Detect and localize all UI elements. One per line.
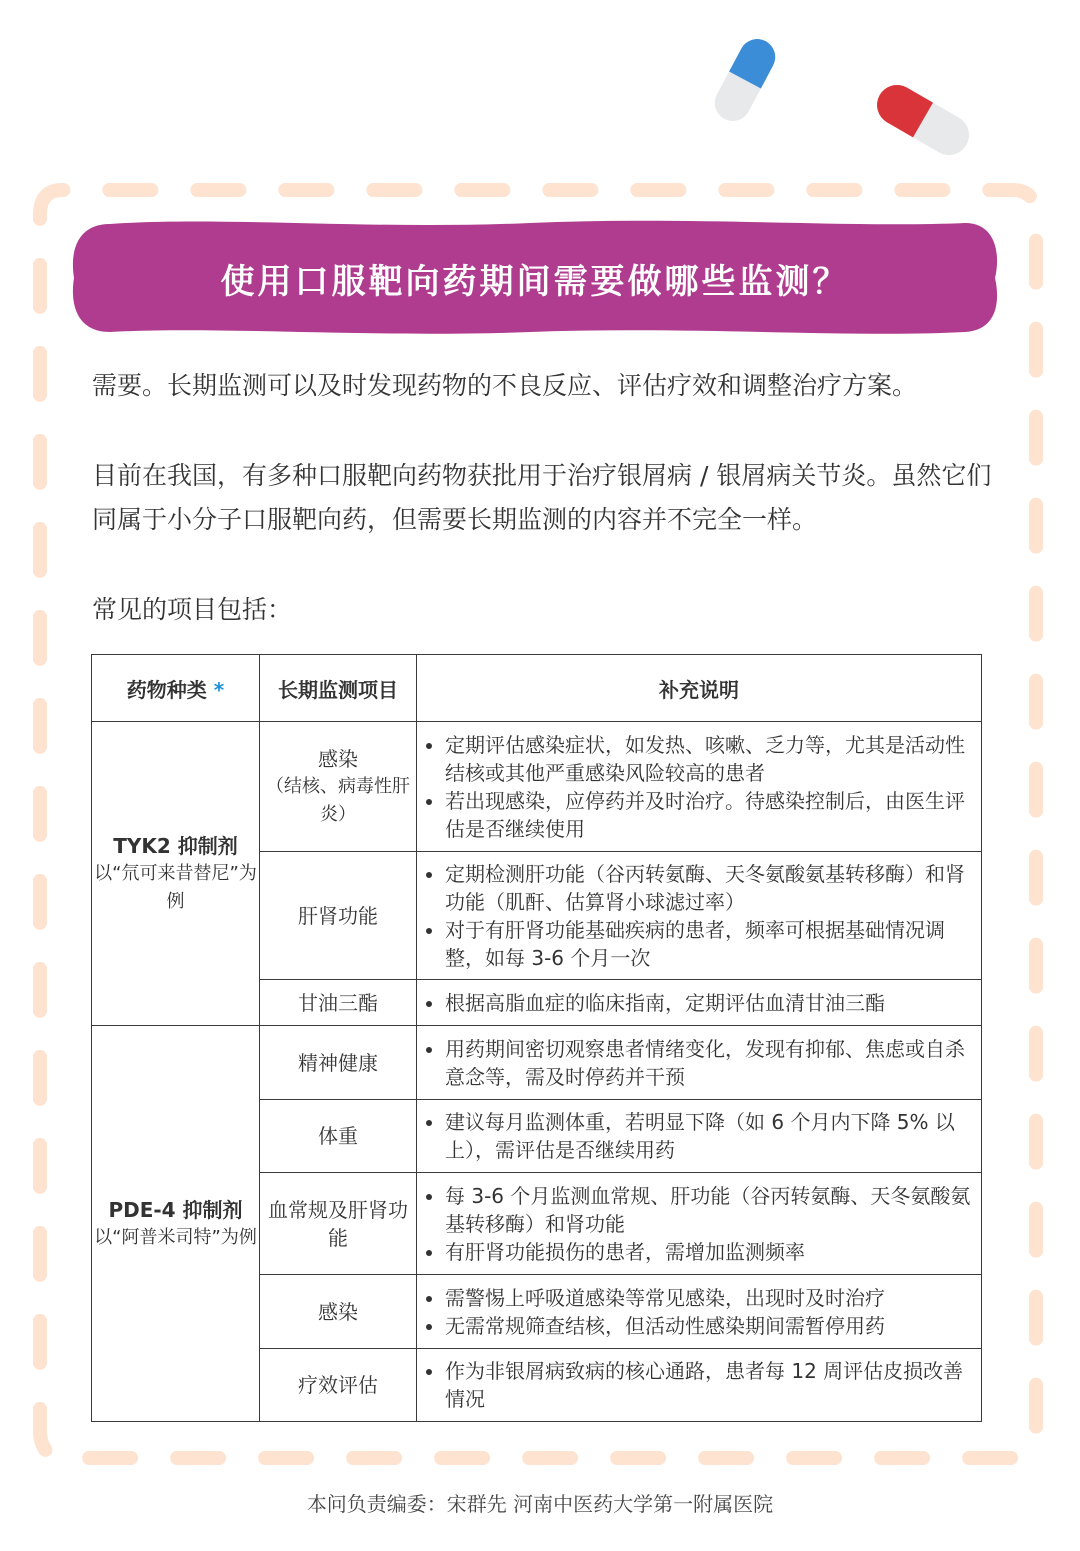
page-title: 使用口服靶向药期间需要做哪些监测？	[220, 261, 850, 302]
note-item: • 无需常规筛查结核，但活动性感染期间需暂停用药	[445, 1312, 981, 1340]
drug-name: PDE-4 抑制剂	[108, 1197, 243, 1222]
monitor-item: 疗效评估	[260, 1349, 417, 1422]
notes-cell	[417, 1275, 982, 1349]
monitor-item: 甘油三酯	[260, 980, 417, 1026]
note-item: • 建议每月监测体重，若明显下降（如 6 个月内下降 5% 以上），需评估是否继续用药	[445, 1108, 981, 1164]
drug-example: 以“阿普米司特”为例	[94, 1226, 257, 1248]
monitoring-table	[91, 654, 982, 1422]
notes-cell	[417, 722, 982, 852]
monitor-item: 肝肾功能	[260, 852, 417, 980]
drug-cell-pde4	[92, 1026, 260, 1422]
context-paragraph: 目前在我国，有多种口服靶向药物获批用于治疗银屑病 / 银屑病关节炎。虽然它们同属于小分子口服靶向药，但需要长期监测的内容并不完全一样。	[92, 461, 992, 534]
monitor-item: 感染	[260, 1275, 417, 1349]
list-intro: 常见的项目包括：	[92, 595, 293, 624]
table-row	[92, 1026, 982, 1100]
note-item: • 作为非银屑病致病的核心通路，患者每 12 周评估皮损改善情况	[445, 1357, 981, 1413]
note-item: • 定期评估感染症状，如发热、咳嗽、乏力等，尤其是活动性结核或其他严重感染风险较高的患者	[445, 731, 981, 787]
notes-cell	[417, 1100, 982, 1173]
footer-credit: 本问负责编委：宋群先 河南中医药大学第一附属医院	[306, 1492, 774, 1516]
note-item: • 若出现感染，应停药并及时治疗。待感染控制后，由医生评估是否继续使用	[445, 787, 981, 843]
drug-cell-tyk2	[92, 722, 260, 1026]
red-pill-icon	[858, 70, 988, 170]
note-item: • 需警惕上呼吸道感染等常见感染，出现时及时治疗	[445, 1284, 981, 1312]
table-row	[92, 722, 982, 852]
notes-cell	[417, 852, 982, 980]
drug-name: TYK2 抑制剂	[113, 833, 238, 858]
header-notes: 补充说明	[417, 655, 982, 722]
monitor-item: 精神健康	[260, 1026, 417, 1100]
note-item: • 根据高脂血症的临床指南，定期评估血清甘油三酯	[445, 989, 981, 1017]
header-monitoring-items: 长期监测项目	[260, 655, 417, 722]
notes-cell	[417, 1349, 982, 1422]
note-item: • 定期检测肝功能（谷丙转氨酶、天冬氨酸氨基转移酶）和肾功能（肌酐、估算肾小球滤过率）	[445, 860, 981, 916]
monitor-item: 体重	[260, 1100, 417, 1173]
monitor-item: 感染 （结核、病毒性肝炎）	[260, 722, 417, 852]
note-item: • 每 3-6 个月监测血常规、肝功能（谷丙转氨酶、天冬氨酸氨基转移酶）和肾功能	[445, 1182, 981, 1238]
monitor-item: 血常规及肝肾功能	[260, 1173, 417, 1275]
drug-example: 以“氘可来昔替尼”为例	[94, 862, 257, 912]
note-item: • 对于有肝肾功能基础疾病的患者，频率可根据基础情况调整，如每 3-6 个月一次	[445, 916, 981, 972]
header-drug-type: 药物种类 *	[92, 655, 260, 722]
table-header-row	[92, 655, 982, 722]
notes-cell	[417, 1026, 982, 1100]
notes-cell	[417, 1173, 982, 1275]
asterisk-mark: *	[213, 677, 225, 702]
note-item: • 有肝肾功能损伤的患者，需增加监测频率	[445, 1238, 981, 1266]
notes-cell	[417, 980, 982, 1026]
intro-paragraph: 需要。长期监测可以及时发现药物的不良反应、评估疗效和调整治疗方案。	[92, 371, 918, 400]
note-item: • 用药期间密切观察患者情绪变化，发现有抑郁、焦虑或自杀意念等，需及时停药并干预	[445, 1035, 981, 1091]
blue-pill-icon	[705, 30, 785, 130]
